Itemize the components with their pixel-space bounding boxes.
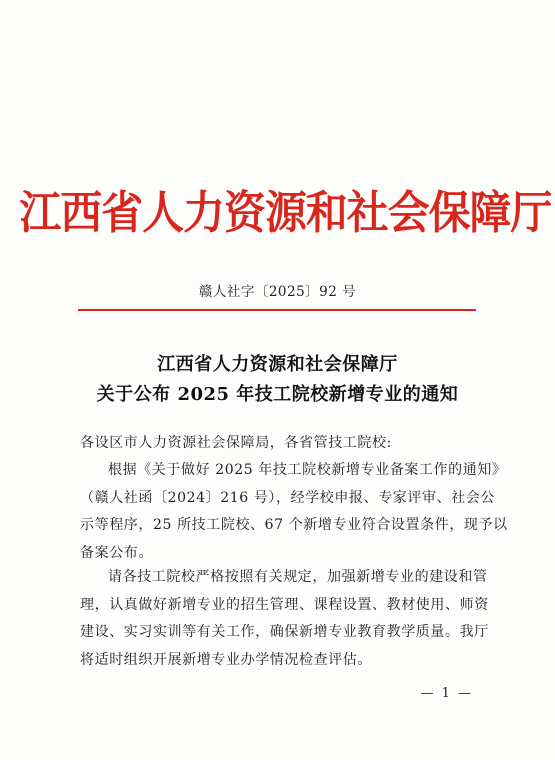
paragraph-1-line: 示等程序，25 所技工院校、67 个新增专业符合设置条件，现予以 <box>80 517 508 533</box>
salutation <box>80 430 480 458</box>
paragraph-1 <box>80 457 508 567</box>
paragraph-1-line: （赣人社函〔2024〕216 号），经学校申报、专家评审、社会公 <box>80 489 495 506</box>
paragraph-2-line: 将适时组织开展新增专业办学情况检查评估。 <box>80 651 372 668</box>
paragraph-2 <box>80 564 489 674</box>
paragraph-1-line: 备案公布。 <box>80 544 153 561</box>
paragraph-1-line: 根据《关于做好 2025 年技工院校新增专业备案工作的通知》 <box>108 462 507 478</box>
notice-title-line-2: 关于公布 2025 年技工院校新增专业的通知 <box>96 384 459 405</box>
document-number: 赣人社字〔2025〕92 号 <box>198 284 357 300</box>
page-number: — 1 — <box>420 686 473 701</box>
paragraph-2-line: 请各技工院校严格按照有关规定，加强新增专业的建设和管 <box>108 569 488 585</box>
paragraph-2-line: 理，认真做好新增专业的招生管理、课程设置、教材使用、师资 <box>80 596 489 613</box>
notice-title-line-1: 江西省人力资源和社会保障厅 <box>157 354 398 375</box>
agency-red-header: 江西省人力资源和社会保障厅 <box>19 186 552 239</box>
red-divider-line <box>78 309 476 311</box>
salutation-text: 各设区市人力资源社会保障局，各省管技工院校: <box>80 435 392 451</box>
paragraph-2-line: 建设、实习实训等有关工作，确保新增专业教育教学质量。我厅 <box>80 624 489 640</box>
